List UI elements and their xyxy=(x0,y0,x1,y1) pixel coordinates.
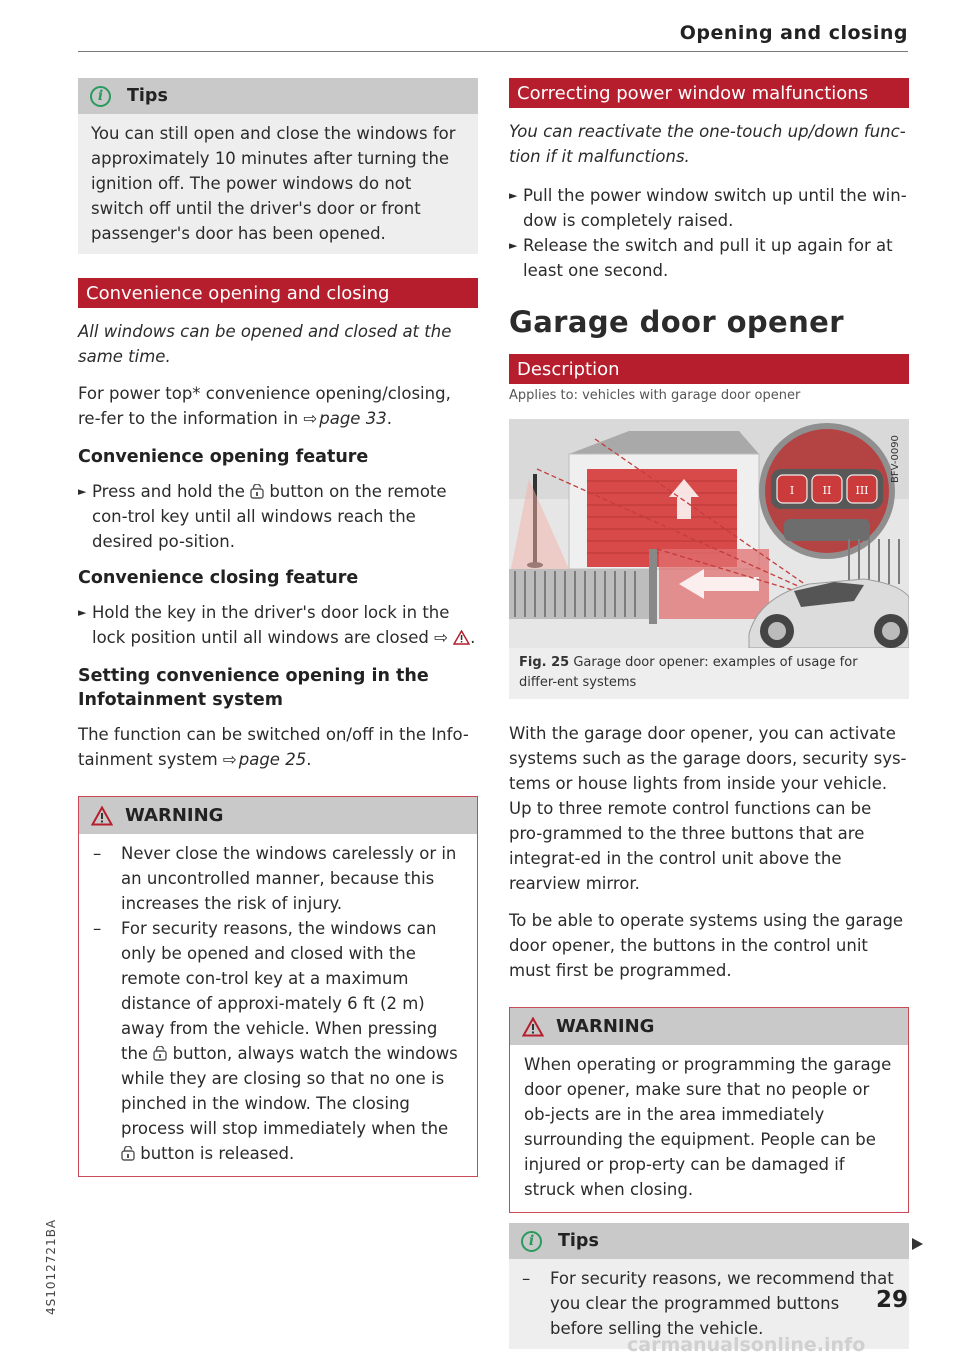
warning-box xyxy=(78,796,478,1177)
right-column xyxy=(509,78,909,1349)
convenience-heading: Convenience opening and closing xyxy=(78,278,478,308)
garage-illustration xyxy=(509,419,909,648)
garage-warning-box xyxy=(509,1007,909,1213)
bullet-icon: ► xyxy=(78,485,87,498)
tips-title: Tips xyxy=(558,1231,599,1251)
setting-paragraph: The function can be switched on/off in the Info-tainment system ⇨ page 25. xyxy=(78,725,469,769)
closing-feature-heading: Convenience closing feature xyxy=(78,568,359,588)
figure-button-1: I xyxy=(789,484,795,497)
warning-title: WARNING xyxy=(556,1016,655,1037)
unlock-button-icon xyxy=(121,1146,135,1161)
opening-feature-heading: Convenience opening feature xyxy=(78,447,369,467)
list-item: ► Pull the power window switch up until the win-dow is completely raised. xyxy=(509,183,909,233)
figure-button-3: III xyxy=(855,484,869,497)
list-item: – For security reasons, we recommend that you clear the programmed buttons before selling the vehicle. xyxy=(522,1269,894,1338)
tips-box xyxy=(78,78,478,254)
page-25-link[interactable]: ⇨ page 25 xyxy=(222,750,307,769)
bullet-icon: ► xyxy=(78,606,87,619)
svg-text:4S1012721BA: 4S1012721BA xyxy=(44,1218,58,1315)
warning-triangle-icon xyxy=(91,806,113,826)
tips-title: Tips xyxy=(127,86,168,106)
warning-triangle-icon xyxy=(522,1017,544,1037)
arrow-right-icon: ⇨ xyxy=(222,750,237,769)
warning-text: When operating or programming the garage door opener, make sure that no people or ob-jects are in the area immediately surrounding the equipment. People can be injured or prop-erty can be damaged if struck when closing. xyxy=(524,1055,892,1199)
garage-paragraph-1: With the garage door opener, you can activate systems such as the garage doors, security sys-tems or house lights from inside your vehicle. Up to three remote control functions can be pro-grammed to the three buttons that are integrat-ed in the control unit above the rearview mirror. xyxy=(509,724,907,893)
garage-paragraph-2: To be able to operate systems using the garage door opener, the buttons in the control unit must first be programmed. xyxy=(509,911,904,980)
list-item: ► Hold the key in the driver's door lock in the lock position until all windows are closed ⇨ . xyxy=(78,600,478,650)
garage-figure xyxy=(509,419,909,648)
left-column xyxy=(78,78,478,1177)
warning-header xyxy=(510,1008,908,1045)
list-item: – Never close the windows carelessly or in an uncontrolled manner, because this increases the risk of injury. xyxy=(93,844,457,913)
page-number: 29 xyxy=(875,1287,908,1313)
svg-text:BFV-0090: BFV-0090 xyxy=(890,435,901,483)
tips-header xyxy=(78,78,478,114)
header-rule xyxy=(78,51,908,52)
list-item: ► Press and hold the button on the remote con-trol key until all windows reach the desired po-sition. xyxy=(78,479,478,554)
bullet-icon: ► xyxy=(509,239,518,252)
warning-header xyxy=(79,797,477,834)
section-title: Opening and closing xyxy=(679,22,908,44)
unlock-button-icon xyxy=(250,484,264,499)
garage-title: Garage door opener xyxy=(509,305,844,339)
figure-code-label xyxy=(885,429,903,485)
info-icon: i xyxy=(521,1231,542,1252)
page-33-link[interactable]: ⇨ page 33 xyxy=(303,409,387,428)
watermark: carmanualsonline.info xyxy=(627,1334,866,1356)
continue-arrow-icon xyxy=(910,1237,924,1251)
info-icon: i xyxy=(90,86,111,107)
list-item: – For security reasons, the windows can only be opened and closed with the remote con-trol key at a maximum distance of approxi-mately 6 ft (2 m) away from the vehicle. When pressing the button, always watch the windows while they are closing so that no one is pinched in the window. The closing process will stop immediately when the button is released. xyxy=(93,919,458,1163)
arrow-right-icon: ⇨ xyxy=(303,409,318,428)
figure-caption: Fig. 25 Garage door opener: examples of usage for differ-ent systems xyxy=(509,648,909,699)
applies-to: Applies to: vehicles with garage door opener xyxy=(509,388,801,403)
bullet-icon: ► xyxy=(509,189,518,202)
correcting-intro: You can reactivate the one-touch up/down func-tion if it malfunctions. xyxy=(509,122,906,166)
list-item: ► Release the switch and pull it up again for at least one second. xyxy=(509,233,909,283)
warning-title: WARNING xyxy=(125,805,224,826)
correcting-heading: Correcting power window malfunctions xyxy=(509,78,909,108)
power-top-paragraph: For power top* convenience opening/closing, re-fer to the information in ⇨ page 33. xyxy=(78,384,451,428)
unlock-button-icon xyxy=(153,1046,167,1061)
warning-triangle-icon xyxy=(453,630,470,645)
tips-header xyxy=(509,1223,909,1259)
document-code xyxy=(40,1157,60,1317)
setting-heading: Setting convenience opening in the Infotainment system xyxy=(78,666,429,710)
figure-button-2: II xyxy=(822,484,832,497)
tips-text: You can still open and close the windows for approximately 10 minutes after turning the ignition off. The power windows do not switch off until the driver's door or front passenger's door has been opened. xyxy=(91,124,456,243)
garage-tips-box xyxy=(509,1223,909,1349)
warning-link[interactable]: ⇨ . xyxy=(434,628,476,647)
description-heading: Description xyxy=(509,354,909,384)
convenience-intro: All windows can be opened and closed at the same time. xyxy=(78,322,452,366)
